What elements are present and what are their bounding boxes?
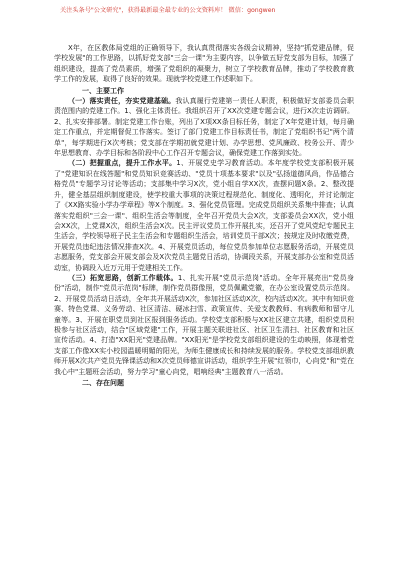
section-2-paragraph — [54, 158, 354, 272]
section-1-body: 我认真履行党建第一责任人职责，积极做好支部委员会职责范围内的党建工作。1、强化主体责任。我组织召开了XX次党建专题会议，进行X次走访调研。2、扎实安排部署。制定党建工作台账，列出了X项XX条目标任务，制定了X年党建计划，每月确定工作重点，并定期督促工作落实。签订了部门党建工作目标责任书，制定了党组织书记"两个清单"，每学期进行X次考核；党支部在学期初就党建计划、办学思想、党风廉政、校务公开、青少年思想教育、办学目标和各阶段中心工作召开专题会议，确保党建工作落到实处。 — [54, 97, 355, 158]
section-3-lead: （三）拓宽思路，创新工作载体。 — [68, 273, 178, 282]
header-banner: 关注头条号"公文研究"，获得最新最全最专业的公文资料库！ 微信：gongwen — [60, 7, 276, 14]
section-heading-problems: 二、存在问题 — [82, 379, 124, 387]
section-2-body: 1、开展党史学习教育活动。本年度学校党支部积极开展了"党建知识在线答题"和党员知识竞赛活动、"党员十项基本要求"以及"弘扬道德风尚，作品德合格党员"专题学习讨论等活动；支部集中学习X次，党小组自学XX次，查摆问题X条。2、整改提升，健全基层组织制度建设，使学校重大事项的决策过程规范化、制度化、透明化，并讨论制定了《XX路实验小学办学章程》等X个制度。3、强化党员管理。完成党员组织关系集中排查；认真落实党组织"三会一课"、组织生活会等制度，全年召开党员大会X次，支部委员会XX次，党小组会XX次，上党课X次，组织生活会X次。民主评议党员工作开展扎实，还召开了党风党纪专题民主生活会，学校领导班子民主生活会和专题组织生活会，培训党员干部X次；按规定及时收缴党费，开展党员违纪违法情况排查X次。4、开展党员活动，每位党员参加单位志愿服务活动，开展党员志愿服务，党支部会开展支部会及X次党员主题党日活动，协调段关系，开展支部办公室和党员活动室，协调段入近万元用于党建相关工作。 — [54, 159, 355, 272]
intro-paragraph: X年，在区教体局党组的正确领导下，我认真贯彻落实各级会议精神，坚持"抓党建品牌，促学校发展"的工作思路，以抓好党支部"三会一课"为主要内容，以争做五好党支部为目标，加强了组织建设，提高了党员素质，增强了党组织的凝聚力，树立了学校教育品牌，推动了学校教育教学工作的发展，取得了良好的效果。现就学校党建工作述职如下。 — [54, 44, 354, 84]
section-3-body: 1、扎实开展"党员示范岗"活动。全年开展亮出"党员身份"活动，制作"党员示范岗"标牌，制作党员群像照，党员佩戴党徽，在办公室设置党员示范岗。2、开展党员活动日活动，全年共开展活动X次，参加社区活动X次，校内活动X次。其中有知识竞赛、特色党课、义务劳动、社区清洁、硬冰扫雪、政策宣传、关爱支教教师、有病教师和留守儿童等。3、开展在职党员到社区报到服务活动。学校党支部积极与XX社区建立共建，组织党员积极参与社区活动，结合"区域党建"工作，开展主题关联进社区、社区卫生清扫、社区教育和社区宣传活动。4、打造"XX阳光"党建品牌。"XX阳光"是学校党支部组织建设的生动映照，体现着党支部工作像XX实小校园温暖明媚的阳光，为师生健康成长和持续发展的服务。学校党支部组织教师开展X次共产党员先锋课活动和X次党员师德宣讲活动，组织学生开展"红领巾，心向党"和"党在我心中"主题班会活动，努力学习"童心向党，唱响经典"主题教育八一活动。 — [54, 273, 354, 376]
document-body — [54, 43, 354, 388]
section-3-paragraph — [54, 273, 354, 377]
section-1-lead: （一）落实责任，夯实党建基础。 — [68, 97, 176, 106]
section-heading-main-work: 一、主要工作 — [82, 86, 124, 95]
section-2-lead: （二）把握重点，提升工作水平。 — [68, 159, 177, 168]
section-1-paragraph — [54, 96, 354, 158]
